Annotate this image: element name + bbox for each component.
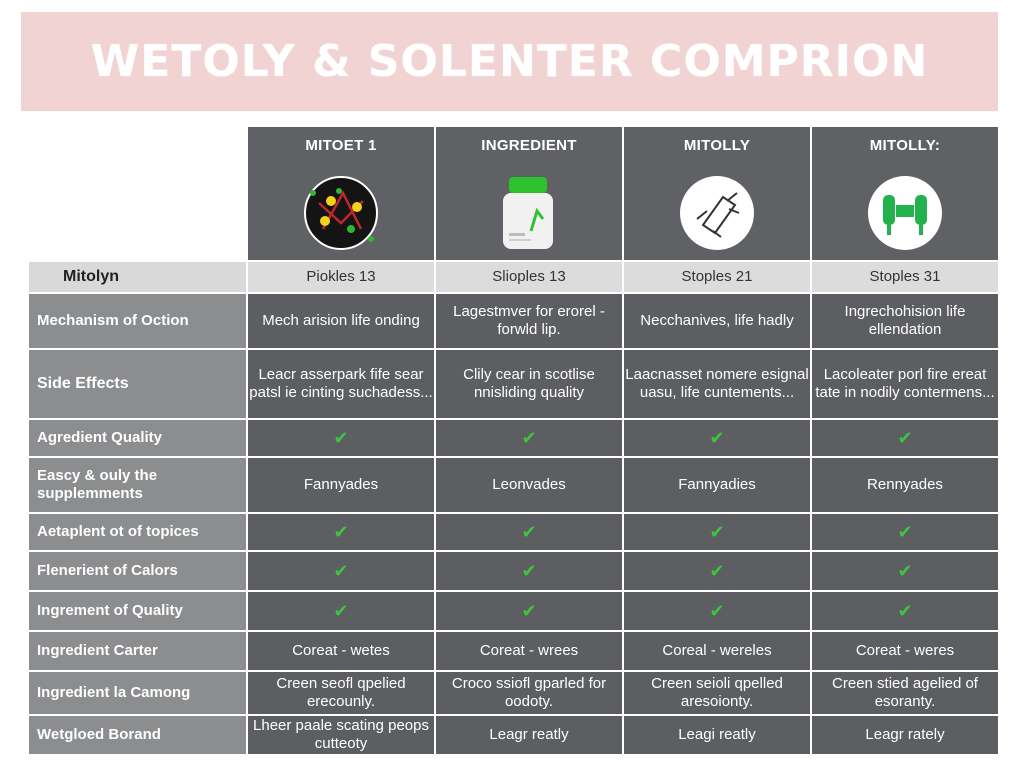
check-icon: ✔ xyxy=(812,552,998,590)
table-row xyxy=(29,552,998,590)
check-icon: ✔ xyxy=(624,420,810,456)
table-cell: Croco ssiofl gparled for oodoty. xyxy=(436,672,622,714)
molecule-icon xyxy=(301,173,381,253)
table-cell: Creen seofl qpelied erecounly. xyxy=(248,672,434,714)
check-icon: ✔ xyxy=(436,514,622,550)
sub-header-value: Stoples 31 xyxy=(812,262,998,292)
table-row xyxy=(29,514,998,550)
product-name: MITOLLY: xyxy=(869,137,941,154)
table-cell: Lheer paale scating peops cutteoty xyxy=(248,716,434,754)
corner-cell xyxy=(29,127,246,260)
product-header-row xyxy=(29,127,998,260)
product-header xyxy=(624,127,810,260)
table-cell: Fannyades xyxy=(248,458,434,512)
row-label: Side Effects xyxy=(29,350,246,418)
table-row xyxy=(29,672,998,714)
capsules-icon xyxy=(865,173,945,253)
title-banner xyxy=(21,12,998,111)
check-icon: ✔ xyxy=(812,514,998,550)
row-label: Ingredient Carter xyxy=(29,632,246,670)
table-cell: Necchanives, life hadly xyxy=(624,294,810,348)
table-row xyxy=(29,420,998,456)
row-label: Ingrement of Quality xyxy=(29,592,246,630)
check-icon: ✔ xyxy=(248,552,434,590)
page-title: WETOLY & SOLENTER COMPRION xyxy=(90,36,929,87)
check-icon: ✔ xyxy=(436,592,622,630)
table-cell: Leagr rately xyxy=(812,716,998,754)
check-icon: ✔ xyxy=(248,514,434,550)
check-icon: ✔ xyxy=(624,514,810,550)
table-cell: Fannyadies xyxy=(624,458,810,512)
sub-header-value: Piokles 13 xyxy=(248,262,434,292)
table-cell: Coreat - wetes xyxy=(248,632,434,670)
row-label: Ingredient la Camong xyxy=(29,672,246,714)
table-row xyxy=(29,458,998,512)
table-cell: Leonvades xyxy=(436,458,622,512)
table-cell: Coreat - weres xyxy=(812,632,998,670)
product-name: INGREDIENT xyxy=(481,137,577,154)
check-icon: ✔ xyxy=(624,592,810,630)
product-header xyxy=(436,127,622,260)
table-cell: Lacoleater porl fire ereat tate in nodily contermens... xyxy=(812,350,998,418)
product-name: MITOET 1 xyxy=(305,137,377,154)
table-row xyxy=(29,592,998,630)
table-cell: Laacnasset nomere esignal uasu, life cuntements... xyxy=(624,350,810,418)
comparison-table xyxy=(27,125,1000,756)
check-icon: ✔ xyxy=(624,552,810,590)
sub-header-row xyxy=(29,262,998,292)
product-header xyxy=(248,127,434,260)
product-name: MITOLLY xyxy=(683,137,751,154)
check-icon: ✔ xyxy=(248,592,434,630)
table-cell: Creen seioli qpelled aresoionty. xyxy=(624,672,810,714)
supplement-bottle-icon xyxy=(489,173,569,253)
product-header xyxy=(812,127,998,260)
sub-header-value: Slioples 13 xyxy=(436,262,622,292)
row-label: Aetaplent ot of topices xyxy=(29,514,246,550)
check-icon: ✔ xyxy=(812,592,998,630)
sub-header-label: Mitolyn xyxy=(29,262,246,292)
table-cell: Leacr asserpark fife sear patsl ie cinting suchadess... xyxy=(248,350,434,418)
table-cell: Lagestmver for erorel - forwld lip. xyxy=(436,294,622,348)
table-cell: Creen stied agelied of esoranty. xyxy=(812,672,998,714)
row-label: Mechanism of Oction xyxy=(29,294,246,348)
table-row xyxy=(29,294,998,348)
table-cell: Coreal - wereles xyxy=(624,632,810,670)
table-cell: Leagr reatly xyxy=(436,716,622,754)
row-label: Flenerient of Calors xyxy=(29,552,246,590)
table-cell: Rennyades xyxy=(812,458,998,512)
table-cell: Ingrechohision life ellendation xyxy=(812,294,998,348)
table-cell: Mech arision life onding xyxy=(248,294,434,348)
table-row xyxy=(29,350,998,418)
table-row xyxy=(29,716,998,754)
pill-icon xyxy=(677,173,757,253)
sub-header-value: Stoples 21 xyxy=(624,262,810,292)
check-icon: ✔ xyxy=(436,420,622,456)
check-icon: ✔ xyxy=(436,552,622,590)
check-icon: ✔ xyxy=(248,420,434,456)
table-cell: Clily cear in scotlise nnisliding quality xyxy=(436,350,622,418)
row-label: Wetgloed Borand xyxy=(29,716,246,754)
row-label: Agredient Quality xyxy=(29,420,246,456)
table-cell: Leagi reatly xyxy=(624,716,810,754)
table-row xyxy=(29,632,998,670)
table-cell: Coreat - wrees xyxy=(436,632,622,670)
check-icon: ✔ xyxy=(812,420,998,456)
row-label: Eascy & ouly the supplemments xyxy=(29,458,246,512)
